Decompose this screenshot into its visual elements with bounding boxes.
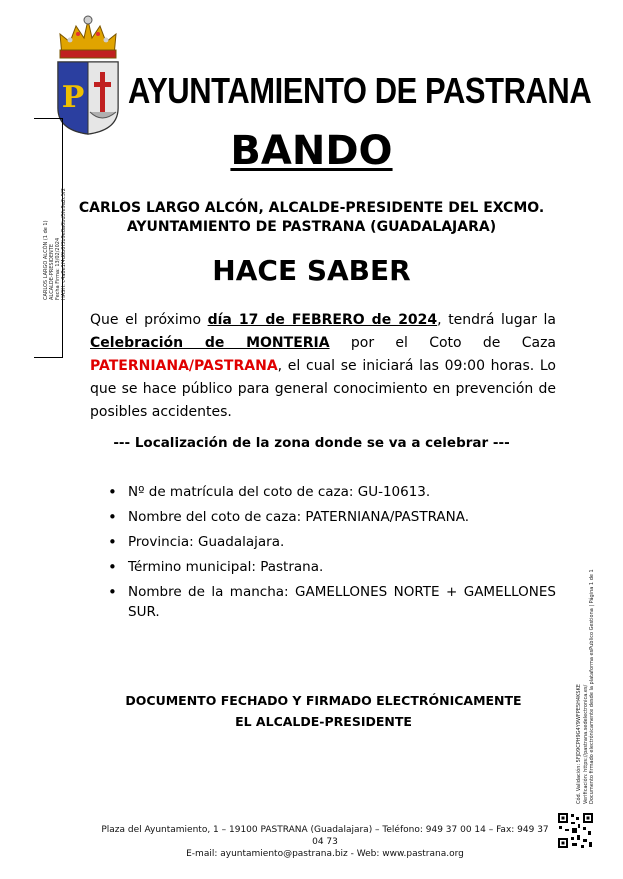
address-line: Plaza del Ayuntamiento, 1 – 19100 PASTRANA (Guadalajara) – Teléfono: 949 37 00 14 – Fax: 949 37 04 73 bbox=[101, 825, 549, 847]
left-signature-stamp: CARLOS LARGO ALCÓN (1 de 1) ALCALDE-PRESIDENTE Fecha Firma: 13/02/2024 HASH: c4a8e1f4d6b0f3b9e8a0bd5fe9a2c5f2 bbox=[43, 188, 67, 300]
list-item: • Nº de matrícula del coto de caza: GU-10613. bbox=[108, 482, 556, 502]
validation-stamp: Cód. Validación: 5FJD9CPH9G4Y9WFPE5H4KSKE Verificación: https://pastrana.sedelectronica.es/ Documento firmado electrónicamente desde la plataforma esPublico Gestiona | Página 1 de 1 bbox=[576, 569, 595, 804]
event-name: Celebración de MONTERIA bbox=[90, 335, 330, 351]
event-date: día 17 de FEBRERO de 2024 bbox=[207, 312, 438, 328]
list-item: • Nombre del coto de caza: PATERNIANA/PASTRANA. bbox=[108, 507, 556, 527]
document-title: BANDO bbox=[230, 128, 393, 174]
signature-block bbox=[0, 690, 623, 732]
signature-line-2: EL ALCALDE-PRESIDENTE bbox=[235, 714, 412, 729]
footer-address bbox=[100, 824, 550, 860]
contact-line: E-mail: ayuntamiento@pastrana.biz - Web: www.pastrana.org bbox=[186, 849, 464, 859]
list-item: • Término municipal: Pastrana. bbox=[108, 557, 556, 577]
qr-code-icon[interactable] bbox=[557, 812, 594, 849]
announcement-body: Que el próximo día 17 de FEBRERO de 2024, tendrá lugar la Celebración de MONTERIA por el Coto de Caza PATERNIANA/PASTRANA, el cual se iniciará las 09:00 horas. Lo que se hace público para general conocimiento en prevención de posibles accidentes. bbox=[90, 312, 557, 420]
svg-text:P: P bbox=[61, 80, 85, 115]
list-item: • Provincia: Guadalajara. bbox=[108, 532, 556, 552]
signer-line-1: CARLOS LARGO ALCÓN, ALCALDE-PRESIDENTE DEL EXCMO. bbox=[78, 200, 545, 216]
coto-name: PATERNIANA/PASTRANA bbox=[90, 358, 278, 374]
details-list bbox=[108, 482, 556, 627]
announcement-heading: HACE SABER bbox=[212, 254, 411, 287]
signer-line-2: AYUNTAMIENTO DE PASTRANA (GUADALAJARA) bbox=[126, 219, 497, 235]
municipality-name: AYUNTAMIENTO DE PASTRANA bbox=[128, 70, 592, 111]
signer-block bbox=[60, 199, 563, 237]
list-item: • Nombre de la mancha: GAMELLONES NORTE + GAMELLONES SUR. bbox=[108, 582, 556, 622]
location-heading: --- Localización de la zona donde se va a celebrar --- bbox=[113, 435, 510, 451]
signature-line-1: DOCUMENTO FECHADO Y FIRMADO ELECTRÓNICAMENTE bbox=[125, 693, 522, 708]
